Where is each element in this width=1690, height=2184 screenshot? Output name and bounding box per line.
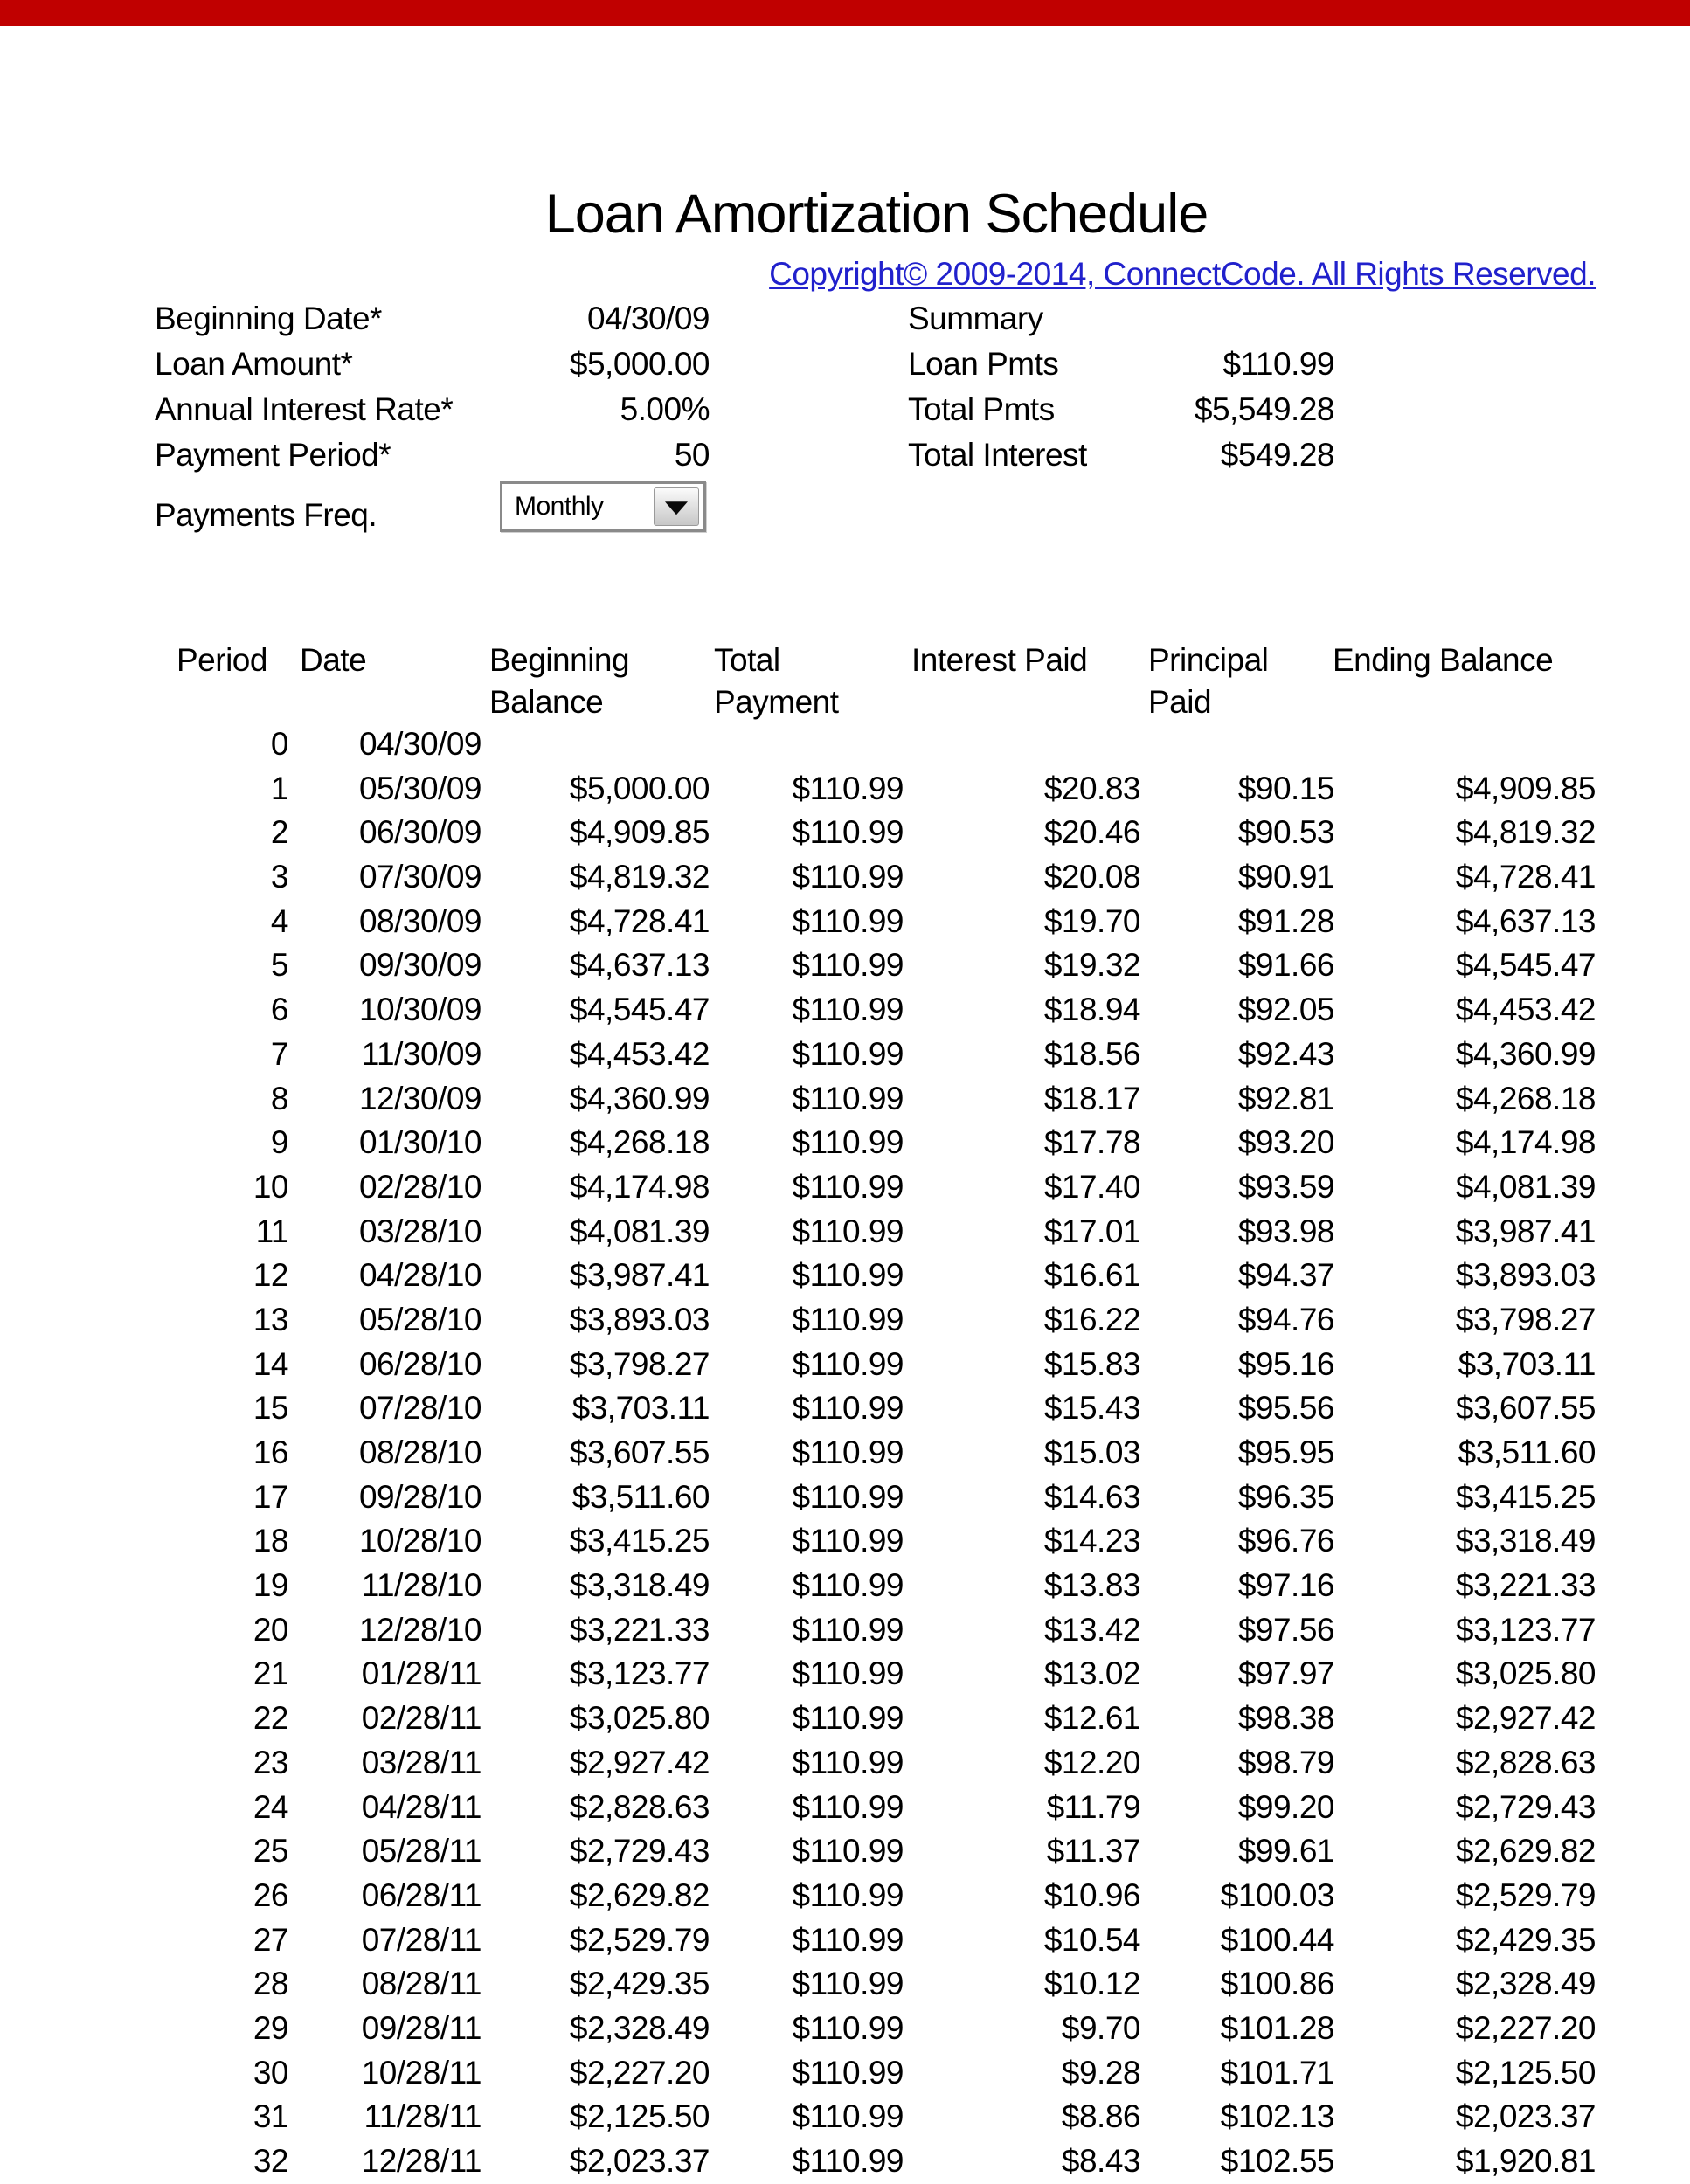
table-row bbox=[0, 1431, 1690, 1476]
cell-ending-balance: $2,125.50 bbox=[1455, 2054, 1596, 2091]
cell-date: 10/30/09 bbox=[358, 992, 481, 1028]
cell-date: 06/30/09 bbox=[358, 814, 481, 851]
cell-beginning-balance: $3,123.77 bbox=[569, 1655, 710, 1692]
cell-beginning-balance: $4,819.32 bbox=[569, 859, 710, 895]
table-row bbox=[0, 1962, 1690, 2007]
cell-interest-paid: $11.37 bbox=[1046, 1833, 1140, 1870]
table-row bbox=[0, 855, 1690, 900]
cell-date: 09/28/11 bbox=[361, 2009, 481, 2046]
cell-date: 04/30/09 bbox=[358, 726, 481, 762]
cell-ending-balance: $2,429.35 bbox=[1455, 1921, 1596, 1958]
cell-interest-paid: $9.70 bbox=[1061, 2009, 1140, 2046]
cell-period: 0 bbox=[270, 726, 288, 762]
cell-beginning-balance: $3,511.60 bbox=[571, 1478, 710, 1515]
cell-beginning-balance: $3,607.55 bbox=[569, 1434, 710, 1470]
cell-ending-balance: $3,511.60 bbox=[1458, 1434, 1596, 1470]
cell-interest-paid: $18.17 bbox=[1043, 1080, 1140, 1116]
cell-principal-paid: $100.86 bbox=[1220, 1966, 1334, 2002]
cell-period: 7 bbox=[270, 1035, 288, 1072]
cell-total-payment: $110.99 bbox=[792, 1655, 904, 1692]
cell-beginning-balance: $4,174.98 bbox=[569, 1168, 710, 1205]
cell-beginning-balance: $2,023.37 bbox=[569, 2143, 710, 2179]
cell-principal-paid: $99.20 bbox=[1237, 1788, 1334, 1825]
cell-period: 11 bbox=[255, 1213, 288, 1249]
cell-period: 19 bbox=[253, 1567, 288, 1604]
cell-total-payment: $110.99 bbox=[792, 859, 904, 895]
table-row bbox=[0, 1254, 1690, 1298]
cell-beginning-balance: $4,081.39 bbox=[569, 1213, 710, 1249]
cell-period: 20 bbox=[253, 1611, 288, 1648]
cell-ending-balance: $4,268.18 bbox=[1455, 1080, 1596, 1116]
total-interest-value: $549.28 bbox=[1220, 437, 1334, 473]
cell-interest-paid: $19.70 bbox=[1043, 902, 1140, 939]
table-row bbox=[0, 2095, 1690, 2139]
cell-date: 08/30/09 bbox=[358, 902, 481, 939]
cell-interest-paid: $16.61 bbox=[1043, 1257, 1140, 1294]
total-pmts-value: $5,549.28 bbox=[1194, 391, 1334, 427]
cell-beginning-balance: $4,637.13 bbox=[569, 947, 710, 984]
cell-principal-paid: $102.55 bbox=[1220, 2143, 1334, 2179]
table-row bbox=[0, 1918, 1690, 1963]
cell-principal-paid: $95.16 bbox=[1237, 1345, 1334, 1382]
cell-interest-paid: $10.96 bbox=[1043, 1876, 1140, 1913]
cell-principal-paid: $92.05 bbox=[1237, 992, 1334, 1028]
table-row bbox=[0, 900, 1690, 944]
cell-interest-paid: $18.56 bbox=[1043, 1035, 1140, 1072]
cell-beginning-balance: $4,728.41 bbox=[569, 902, 710, 939]
cell-period: 24 bbox=[253, 1788, 288, 1825]
summary-title: Summary bbox=[908, 301, 1043, 336]
cell-ending-balance: $3,607.55 bbox=[1455, 1390, 1596, 1427]
cell-interest-paid: $8.43 bbox=[1061, 2143, 1140, 2179]
cell-date: 10/28/10 bbox=[358, 1523, 481, 1559]
table-row bbox=[0, 811, 1690, 855]
cell-date: 03/28/11 bbox=[361, 1744, 481, 1780]
cell-total-payment: $110.99 bbox=[792, 1168, 904, 1205]
table-row bbox=[0, 1298, 1690, 1343]
cell-beginning-balance: $4,545.47 bbox=[569, 992, 710, 1028]
beginning-date-label: Beginning Date* bbox=[155, 301, 382, 336]
cell-total-payment: $110.99 bbox=[792, 1611, 904, 1648]
cell-period: 26 bbox=[253, 1876, 288, 1913]
loan-pmts-label: Loan Pmts bbox=[908, 346, 1059, 382]
cell-principal-paid: $91.28 bbox=[1237, 902, 1334, 939]
cell-date: 09/28/10 bbox=[358, 1478, 481, 1515]
cell-interest-paid: $11.79 bbox=[1046, 1788, 1140, 1825]
cell-total-payment: $110.99 bbox=[792, 2009, 904, 2046]
table-row bbox=[0, 1829, 1690, 1874]
cell-ending-balance: $4,081.39 bbox=[1455, 1168, 1596, 1205]
table-row bbox=[0, 722, 1690, 767]
cell-date: 05/30/09 bbox=[358, 770, 481, 806]
table-row bbox=[0, 1121, 1690, 1165]
cell-beginning-balance: $3,318.49 bbox=[569, 1567, 710, 1604]
cell-ending-balance: $2,828.63 bbox=[1455, 1744, 1596, 1780]
cell-total-payment: $110.99 bbox=[792, 1700, 904, 1737]
cell-ending-balance: $3,798.27 bbox=[1455, 1301, 1596, 1337]
cell-principal-paid: $95.95 bbox=[1237, 1434, 1334, 1470]
cell-date: 01/28/11 bbox=[361, 1655, 481, 1692]
table-row bbox=[0, 1386, 1690, 1431]
table-row bbox=[0, 2139, 1690, 2184]
cell-beginning-balance: $3,987.41 bbox=[569, 1257, 710, 1294]
cell-interest-paid: $18.94 bbox=[1043, 992, 1140, 1028]
cell-period: 9 bbox=[270, 1124, 288, 1161]
cell-ending-balance: $4,819.32 bbox=[1455, 814, 1596, 851]
cell-beginning-balance: $2,629.82 bbox=[569, 1876, 710, 1913]
cell-date: 06/28/11 bbox=[361, 1876, 481, 1913]
cell-date: 10/28/11 bbox=[361, 2054, 481, 2091]
cell-date: 11/28/10 bbox=[361, 1567, 481, 1604]
cell-total-payment: $110.99 bbox=[792, 1301, 904, 1337]
cell-period: 23 bbox=[253, 1744, 288, 1780]
cell-principal-paid: $98.38 bbox=[1237, 1700, 1334, 1737]
cell-interest-paid: $15.03 bbox=[1043, 1434, 1140, 1470]
cell-ending-balance: $3,221.33 bbox=[1455, 1567, 1596, 1604]
cell-principal-paid: $98.79 bbox=[1237, 1744, 1334, 1780]
cell-beginning-balance: $3,025.80 bbox=[569, 1700, 710, 1737]
table-row bbox=[0, 1697, 1690, 1741]
table-row bbox=[0, 1210, 1690, 1254]
table-row bbox=[0, 2007, 1690, 2051]
top-red-bar bbox=[0, 0, 1690, 26]
cell-interest-paid: $12.61 bbox=[1043, 1700, 1140, 1737]
cell-total-payment: $110.99 bbox=[792, 1213, 904, 1249]
schedule-rows bbox=[0, 722, 1690, 2184]
cell-interest-paid: $17.01 bbox=[1043, 1213, 1140, 1249]
cell-beginning-balance: $2,529.79 bbox=[569, 1921, 710, 1958]
payment-period-label: Payment Period* bbox=[155, 437, 391, 473]
cell-total-payment: $110.99 bbox=[792, 2054, 904, 2091]
payments-freq-label: Payments Freq. bbox=[155, 497, 377, 533]
cell-date: 01/30/10 bbox=[358, 1124, 481, 1161]
cell-interest-paid: $13.83 bbox=[1043, 1567, 1140, 1604]
cell-interest-paid: $16.22 bbox=[1043, 1301, 1140, 1337]
cell-date: 12/28/11 bbox=[361, 2143, 481, 2179]
cell-principal-paid: $92.81 bbox=[1237, 1080, 1334, 1116]
cell-period: 32 bbox=[253, 2143, 288, 2179]
cell-total-payment: $110.99 bbox=[792, 1390, 904, 1427]
cell-total-payment: $110.99 bbox=[792, 1966, 904, 2002]
cell-principal-paid: $102.13 bbox=[1220, 2098, 1334, 2135]
cell-date: 04/28/11 bbox=[361, 1788, 481, 1825]
cell-ending-balance: $1,920.81 bbox=[1455, 2143, 1596, 2179]
cell-principal-paid: $101.28 bbox=[1220, 2009, 1334, 2046]
cell-period: 1 bbox=[270, 770, 288, 806]
cell-total-payment: $110.99 bbox=[792, 2143, 904, 2179]
cell-date: 09/30/09 bbox=[358, 947, 481, 984]
header-principal-paid: Principal Paid bbox=[1148, 642, 1269, 720]
table-row bbox=[0, 1077, 1690, 1122]
cell-principal-paid: $90.91 bbox=[1237, 859, 1334, 895]
cell-ending-balance: $4,728.41 bbox=[1455, 859, 1596, 895]
cell-principal-paid: $91.66 bbox=[1237, 947, 1334, 984]
header-total-payment: Total Payment bbox=[714, 642, 839, 720]
table-row bbox=[0, 1652, 1690, 1697]
cell-date: 08/28/10 bbox=[358, 1434, 481, 1470]
table-row bbox=[0, 1786, 1690, 1830]
cell-date: 03/28/10 bbox=[358, 1213, 481, 1249]
cell-beginning-balance: $4,360.99 bbox=[569, 1080, 710, 1116]
cell-ending-balance: $4,174.98 bbox=[1455, 1124, 1596, 1161]
cell-interest-paid: $19.32 bbox=[1043, 947, 1140, 984]
cell-principal-paid: $99.61 bbox=[1237, 1833, 1334, 1870]
cell-total-payment: $110.99 bbox=[792, 1833, 904, 1870]
cell-principal-paid: $97.97 bbox=[1237, 1655, 1334, 1692]
cell-ending-balance: $4,360.99 bbox=[1455, 1035, 1596, 1072]
cell-principal-paid: $97.56 bbox=[1237, 1611, 1334, 1648]
cell-date: 05/28/10 bbox=[358, 1301, 481, 1337]
cell-ending-balance: $3,123.77 bbox=[1455, 1611, 1596, 1648]
table-row bbox=[0, 943, 1690, 988]
table-row bbox=[0, 1874, 1690, 1918]
chevron-down-icon bbox=[665, 501, 688, 515]
cell-beginning-balance: $3,415.25 bbox=[569, 1523, 710, 1559]
cell-ending-balance: $2,529.79 bbox=[1455, 1876, 1596, 1913]
cell-period: 6 bbox=[270, 992, 288, 1028]
cell-date: 02/28/11 bbox=[361, 1700, 481, 1737]
cell-ending-balance: $3,893.03 bbox=[1455, 1257, 1596, 1294]
cell-beginning-balance: $3,893.03 bbox=[569, 1301, 710, 1337]
table-row bbox=[0, 1033, 1690, 1077]
cell-date: 06/28/10 bbox=[358, 1345, 481, 1382]
cell-total-payment: $110.99 bbox=[792, 1124, 904, 1161]
cell-period: 31 bbox=[253, 2098, 288, 2135]
cell-ending-balance: $2,729.43 bbox=[1455, 1788, 1596, 1825]
cell-principal-paid: $92.43 bbox=[1237, 1035, 1334, 1072]
cell-beginning-balance: $2,328.49 bbox=[569, 2009, 710, 2046]
table-row bbox=[0, 1343, 1690, 1387]
cell-period: 25 bbox=[253, 1833, 288, 1870]
cell-beginning-balance: $5,000.00 bbox=[569, 770, 710, 806]
cell-principal-paid: $96.76 bbox=[1237, 1523, 1334, 1559]
cell-principal-paid: $101.71 bbox=[1220, 2054, 1334, 2091]
cell-ending-balance: $4,909.85 bbox=[1455, 770, 1596, 806]
cell-interest-paid: $10.54 bbox=[1043, 1921, 1140, 1958]
cell-beginning-balance: $2,125.50 bbox=[569, 2098, 710, 2135]
cell-date: 04/28/10 bbox=[358, 1257, 481, 1294]
cell-ending-balance: $4,453.42 bbox=[1455, 992, 1596, 1028]
cell-total-payment: $110.99 bbox=[792, 1567, 904, 1604]
cell-principal-paid: $90.53 bbox=[1237, 814, 1334, 851]
cell-period: 14 bbox=[253, 1345, 288, 1382]
cell-interest-paid: $15.43 bbox=[1043, 1390, 1140, 1427]
cell-principal-paid: $96.35 bbox=[1237, 1478, 1334, 1515]
cell-interest-paid: $8.86 bbox=[1061, 2098, 1140, 2135]
table-row bbox=[0, 767, 1690, 812]
beginning-date-value[interactable]: 04/30/09 bbox=[586, 301, 710, 336]
cell-total-payment: $110.99 bbox=[792, 1080, 904, 1116]
cell-beginning-balance: $2,927.42 bbox=[569, 1744, 710, 1780]
cell-interest-paid: $15.83 bbox=[1043, 1345, 1140, 1382]
cell-principal-paid: $93.59 bbox=[1237, 1168, 1334, 1205]
annual-interest-rate-label: Annual Interest Rate* bbox=[155, 391, 454, 427]
cell-principal-paid: $93.98 bbox=[1237, 1213, 1334, 1249]
table-row bbox=[0, 1519, 1690, 1564]
cell-period: 16 bbox=[253, 1434, 288, 1470]
table-row bbox=[0, 1741, 1690, 1786]
cell-period: 17 bbox=[253, 1478, 288, 1515]
cell-period: 21 bbox=[253, 1655, 288, 1692]
header-beginning-balance: Beginning Balance bbox=[489, 642, 630, 720]
table-row bbox=[0, 1165, 1690, 1210]
cell-interest-paid: $13.42 bbox=[1043, 1611, 1140, 1648]
cell-ending-balance: $2,328.49 bbox=[1455, 1966, 1596, 2002]
table-row bbox=[0, 2051, 1690, 2096]
loan-amount-value[interactable]: $5,000.00 bbox=[569, 346, 710, 382]
header-period: Period bbox=[177, 642, 267, 678]
cell-total-payment: $110.99 bbox=[792, 1523, 904, 1559]
cell-date: 08/28/11 bbox=[361, 1966, 481, 2002]
cell-total-payment: $110.99 bbox=[792, 1876, 904, 1913]
total-interest-label: Total Interest bbox=[908, 437, 1087, 473]
cell-date: 11/28/11 bbox=[364, 2098, 481, 2135]
cell-period: 4 bbox=[270, 902, 288, 939]
cell-interest-paid: $12.20 bbox=[1043, 1744, 1140, 1780]
header-interest-paid: Interest Paid bbox=[911, 642, 1088, 678]
cell-total-payment: $110.99 bbox=[792, 1345, 904, 1382]
cell-period: 30 bbox=[253, 2054, 288, 2091]
cell-ending-balance: $2,927.42 bbox=[1455, 1700, 1596, 1737]
cell-period: 8 bbox=[270, 1080, 288, 1116]
cell-ending-balance: $3,318.49 bbox=[1455, 1523, 1596, 1559]
cell-interest-paid: $9.28 bbox=[1061, 2054, 1140, 2091]
cell-principal-paid: $90.15 bbox=[1237, 770, 1334, 806]
cell-interest-paid: $20.08 bbox=[1043, 859, 1140, 895]
cell-interest-paid: $14.23 bbox=[1043, 1523, 1140, 1559]
cell-total-payment: $110.99 bbox=[792, 1921, 904, 1958]
table-row bbox=[0, 1608, 1690, 1653]
table-row bbox=[0, 988, 1690, 1033]
loan-amount-label: Loan Amount* bbox=[155, 346, 353, 382]
cell-period: 27 bbox=[253, 1921, 288, 1958]
payments-freq-dropdown[interactable] bbox=[500, 481, 706, 532]
cell-total-payment: $110.99 bbox=[792, 814, 904, 851]
cell-ending-balance: $3,987.41 bbox=[1455, 1213, 1596, 1249]
page-title: Loan Amortization Schedule bbox=[544, 183, 1209, 245]
cell-interest-paid: $13.02 bbox=[1043, 1655, 1140, 1692]
cell-date: 02/28/10 bbox=[358, 1168, 481, 1205]
header-date: Date bbox=[300, 642, 367, 678]
cell-beginning-balance: $3,798.27 bbox=[569, 1345, 710, 1382]
cell-principal-paid: $100.44 bbox=[1220, 1921, 1334, 1958]
cell-interest-paid: $17.40 bbox=[1043, 1168, 1140, 1205]
cell-principal-paid: $94.76 bbox=[1237, 1301, 1334, 1337]
cell-ending-balance: $4,545.47 bbox=[1455, 947, 1596, 984]
cell-total-payment: $110.99 bbox=[792, 902, 904, 939]
cell-interest-paid: $14.63 bbox=[1043, 1478, 1140, 1515]
cell-date: 12/28/10 bbox=[358, 1611, 481, 1648]
cell-date: 05/28/11 bbox=[361, 1833, 481, 1870]
cell-total-payment: $110.99 bbox=[792, 1257, 904, 1294]
cell-date: 07/28/11 bbox=[361, 1921, 481, 1958]
cell-principal-paid: $100.03 bbox=[1220, 1876, 1334, 1913]
cell-period: 28 bbox=[253, 1966, 288, 2002]
dropdown-arrow-button[interactable] bbox=[654, 487, 699, 526]
cell-total-payment: $110.99 bbox=[792, 1744, 904, 1780]
cell-ending-balance: $2,023.37 bbox=[1455, 2098, 1596, 2135]
cell-beginning-balance: $2,227.20 bbox=[569, 2054, 710, 2091]
cell-beginning-balance: $2,729.43 bbox=[569, 1833, 710, 1870]
cell-total-payment: $110.99 bbox=[792, 2098, 904, 2135]
cell-total-payment: $110.99 bbox=[792, 1035, 904, 1072]
cell-ending-balance: $3,703.11 bbox=[1458, 1345, 1596, 1382]
cell-ending-balance: $4,637.13 bbox=[1455, 902, 1596, 939]
cell-beginning-balance: $4,268.18 bbox=[569, 1124, 710, 1161]
cell-total-payment: $110.99 bbox=[792, 1788, 904, 1825]
cell-beginning-balance: $3,703.11 bbox=[571, 1390, 710, 1427]
cell-date: 07/28/10 bbox=[358, 1390, 481, 1427]
cell-period: 3 bbox=[270, 859, 288, 895]
cell-period: 18 bbox=[253, 1523, 288, 1559]
cell-beginning-balance: $4,453.42 bbox=[569, 1035, 710, 1072]
table-row bbox=[0, 1564, 1690, 1608]
copyright-link[interactable]: Copyright© 2009-2014, ConnectCode. All Rights Reserved. bbox=[769, 256, 1596, 292]
cell-ending-balance: $3,025.80 bbox=[1455, 1655, 1596, 1692]
cell-period: 29 bbox=[253, 2009, 288, 2046]
cell-period: 2 bbox=[270, 814, 288, 851]
cell-period: 12 bbox=[253, 1257, 288, 1294]
cell-period: 5 bbox=[270, 947, 288, 984]
cell-interest-paid: $10.12 bbox=[1043, 1966, 1140, 2002]
cell-interest-paid: $20.83 bbox=[1043, 770, 1140, 806]
cell-beginning-balance: $4,909.85 bbox=[569, 814, 710, 851]
cell-period: 15 bbox=[253, 1390, 288, 1427]
cell-total-payment: $110.99 bbox=[792, 770, 904, 806]
cell-beginning-balance: $2,828.63 bbox=[569, 1788, 710, 1825]
payment-period-value[interactable]: 50 bbox=[674, 437, 710, 473]
cell-ending-balance: $2,629.82 bbox=[1455, 1833, 1596, 1870]
cell-total-payment: $110.99 bbox=[792, 1478, 904, 1515]
cell-date: 07/30/09 bbox=[358, 859, 481, 895]
cell-principal-paid: $93.20 bbox=[1237, 1124, 1334, 1161]
cell-date: 11/30/09 bbox=[361, 1035, 481, 1072]
cell-beginning-balance: $3,221.33 bbox=[569, 1611, 710, 1648]
loan-pmts-value: $110.99 bbox=[1222, 346, 1334, 382]
cell-total-payment: $110.99 bbox=[792, 1434, 904, 1470]
cell-principal-paid: $94.37 bbox=[1237, 1257, 1334, 1294]
annual-interest-rate-value[interactable]: 5.00% bbox=[620, 391, 710, 427]
cell-ending-balance: $3,415.25 bbox=[1455, 1478, 1596, 1515]
table-row bbox=[0, 1476, 1690, 1520]
cell-date: 12/30/09 bbox=[358, 1080, 481, 1116]
payments-freq-selected-value: Monthly bbox=[515, 492, 604, 521]
cell-period: 13 bbox=[253, 1301, 288, 1337]
cell-period: 22 bbox=[253, 1700, 288, 1737]
cell-principal-paid: $97.16 bbox=[1237, 1567, 1334, 1604]
cell-principal-paid: $95.56 bbox=[1237, 1390, 1334, 1427]
cell-total-payment: $110.99 bbox=[792, 992, 904, 1028]
total-pmts-label: Total Pmts bbox=[908, 391, 1055, 427]
cell-period: 10 bbox=[253, 1168, 288, 1205]
cell-interest-paid: $20.46 bbox=[1043, 814, 1140, 851]
cell-interest-paid: $17.78 bbox=[1043, 1124, 1140, 1161]
cell-total-payment: $110.99 bbox=[792, 947, 904, 984]
cell-beginning-balance: $2,429.35 bbox=[569, 1966, 710, 2002]
cell-ending-balance: $2,227.20 bbox=[1455, 2009, 1596, 2046]
header-ending-balance: Ending Balance bbox=[1333, 642, 1554, 678]
